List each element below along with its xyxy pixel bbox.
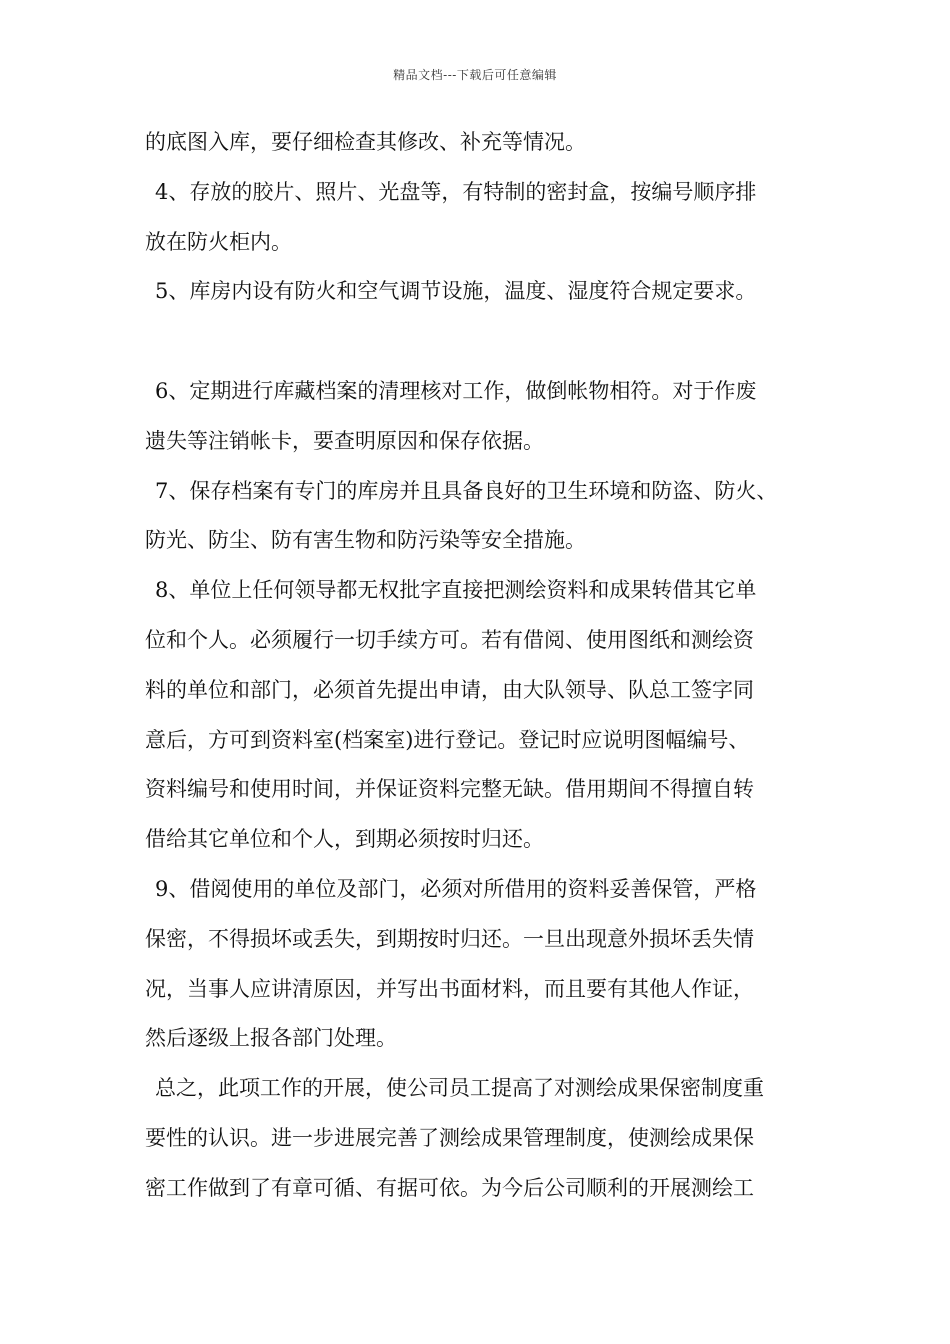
text-line: 放在防火柜内。	[145, 229, 292, 254]
document-body	[145, 130, 825, 1226]
text-line: 意后，方可到资料室(档案室)进行登记。登记时应说明图幅编号、	[145, 727, 750, 752]
text-line: 借给其它单位和个人，到期必须按时归还。	[145, 827, 544, 852]
text-line: 总之，此项工作的开展，使公司员工提高了对测绘成果保密制度重	[155, 1076, 764, 1101]
text-line: 然后逐级上报各部门处理。	[145, 1026, 397, 1051]
text-line: 况，当事人应讲清原因，并写出书面材料，而且要有其他人作证，	[145, 976, 754, 1001]
text-line: 8、单位上任何领导都无权批字直接把测绘资料和成果转借其它单	[155, 578, 757, 603]
text-line: 6、定期进行库藏档案的清理核对工作，做倒帐物相符。对于作废	[155, 378, 757, 403]
text-line: 4、存放的胶片、照片、光盘等，有特制的密封盒，按编号顺序排	[155, 179, 757, 204]
text-line: 防光、防尘、防有害生物和防污染等安全措施。	[145, 528, 586, 553]
text-line: 料的单位和部门，必须首先提出申请，由大队领导、队总工签字同	[145, 677, 754, 702]
text-line: 资料编号和使用时间，并保证资料完整无缺。借用期间不得擅自转	[145, 777, 754, 802]
text-line: 7、保存档案有专门的库房并且具备良好的卫生环境和防盗、防火、	[155, 478, 778, 503]
text-line: 位和个人。必须履行一切手续方可。若有借阅、使用图纸和测绘资	[145, 627, 754, 652]
text-line: 保密，不得损坏或丢失，到期按时归还。一旦出现意外损坏丢失情	[145, 926, 754, 951]
text-line: 9、借阅使用的单位及部门，必须对所借用的资料妥善保管，严格	[155, 876, 757, 901]
blank-line	[145, 329, 825, 354]
text-line: 遗失等注销帐卡，要查明原因和保存依据。	[145, 428, 544, 453]
text-line: 的底图入库，要仔细检查其修改、补充等情况。	[145, 130, 586, 154]
text-line: 要性的认识。进一步进展完善了测绘成果管理制度，使测绘成果保	[145, 1125, 754, 1150]
page-header: 精品文档---下载后可任意编辑	[393, 68, 557, 82]
text-line: 密工作做到了有章可循、有据可依。为今后公司顺利的开展测绘工	[145, 1175, 754, 1200]
text-line: 5、库房内设有防火和空气调节设施，温度、湿度符合规定要求。	[155, 279, 757, 304]
